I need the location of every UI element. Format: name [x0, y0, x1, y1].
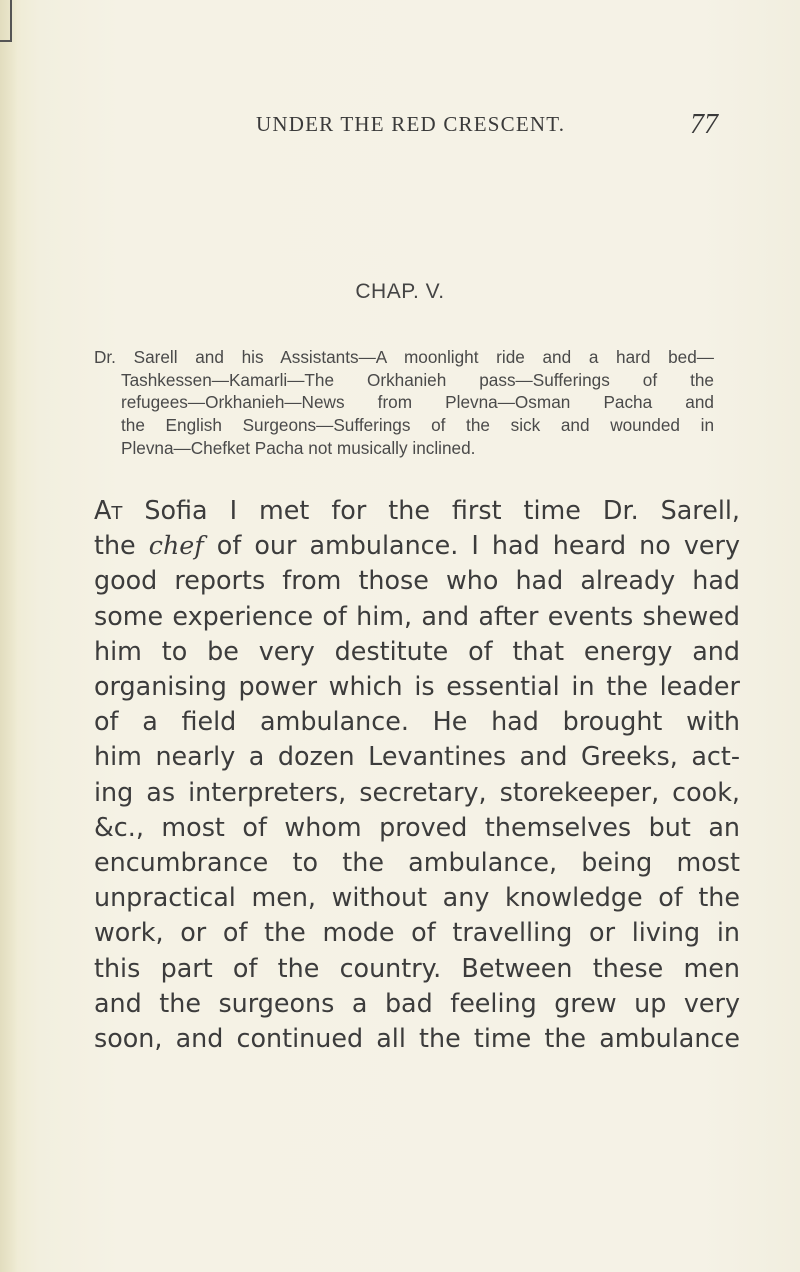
body-line: and the surgeons a bad feeling grew up very	[94, 987, 740, 1018]
synopsis-line: Plevna—Chefket Pacha not musically inclined.	[121, 437, 476, 458]
body-line: organising power which is essential in the leader	[94, 671, 740, 702]
body-line: work, or of the mode of travelling or living in	[94, 917, 740, 948]
body-line-text: of our ambulance. I had heard no very	[203, 530, 740, 561]
body-line: good reports from those who had already had	[94, 565, 740, 596]
body-line: this part of the country. Between these men	[94, 952, 740, 983]
body-line-text: the	[94, 530, 149, 561]
synopsis-line: Tashkessen—Kamarli—The Orkhanieh pass—Sufferings of the	[121, 369, 714, 390]
page-gutter-shadow	[0, 0, 18, 1272]
body-line: of a field ambulance. He had brought with	[94, 706, 740, 737]
synopsis-line: Dr. Sarell and his Assistants—A moonlight ride and a hard bed—	[94, 347, 714, 367]
body-line: unpractical men, without any knowledge of the	[94, 882, 740, 913]
synopsis-line: refugees—Orkhanieh—News from Plevna—Osman Pacha and	[121, 392, 714, 413]
body-line-text: Sofia I met for the first time Dr. Sarell,	[122, 495, 740, 525]
body-line: &c., most of whom proved themselves but an	[94, 811, 740, 842]
running-title: UNDER THE RED CRESCENT.	[256, 112, 566, 136]
body-line	[94, 493, 740, 528]
synopsis-line: the English Surgeons—Sufferings of the sick and wounded in	[121, 415, 714, 436]
opening-word: At	[94, 495, 123, 525]
body-line: encumbrance to the ambulance, being most	[94, 847, 740, 878]
body-line: him to be very destitute of that energy and	[94, 635, 740, 666]
chapter-heading: CHAP. V.	[355, 280, 445, 303]
body-line	[94, 528, 740, 563]
italic-word: chef	[148, 530, 204, 561]
body-line: some experience of him, and after events shewed	[94, 600, 740, 631]
chapter-synopsis	[94, 346, 714, 460]
scan-corner-mark	[0, 0, 12, 42]
running-head	[0, 109, 800, 142]
body-paragraph	[94, 493, 740, 1056]
body-line: soon, and continued all the time the ambulance	[94, 1023, 740, 1054]
page-number: 77	[690, 109, 718, 140]
body-line: him nearly a dozen Levantines and Greeks, act-	[94, 741, 740, 772]
body-line: ing as interpreters, secretary, storekeeper, cook,	[94, 776, 740, 807]
